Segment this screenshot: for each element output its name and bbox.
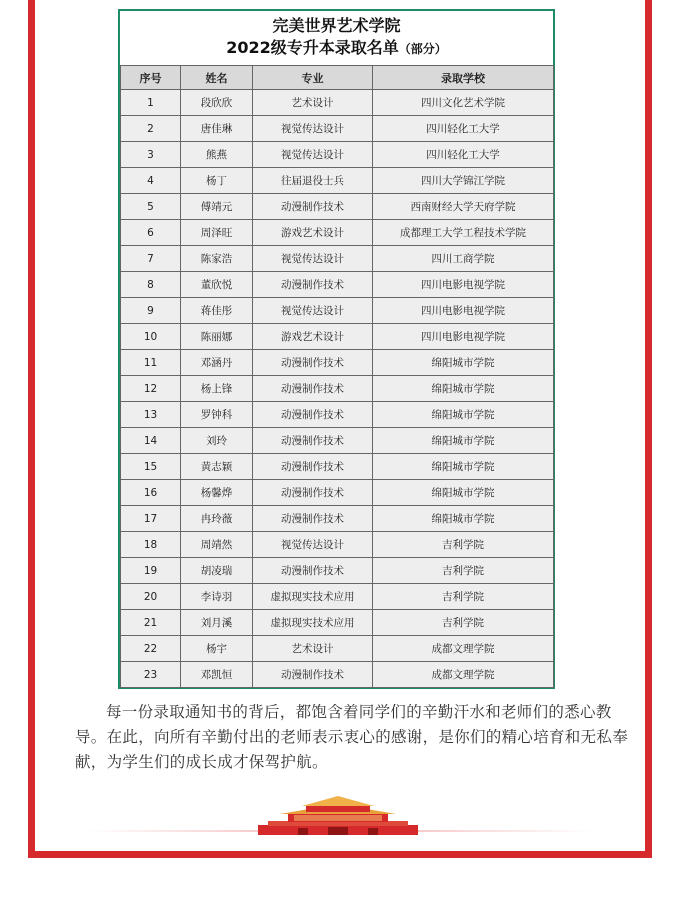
cell-school: 绵阳城市学院 [373,350,554,376]
cell-school: 绵阳城市学院 [373,506,554,532]
cell-school: 吉利学院 [373,584,554,610]
cell-name: 董欣悦 [181,272,253,298]
cell-major: 动漫制作技术 [253,454,373,480]
table-row [121,610,554,636]
table-row [121,506,554,532]
cell-index: 14 [121,428,181,454]
table-row [121,402,554,428]
table-row [121,298,554,324]
cell-index: 6 [121,220,181,246]
cell-school: 吉利学院 [373,532,554,558]
table-row [121,636,554,662]
cell-name: 陈丽娜 [181,324,253,350]
cell-index: 5 [121,194,181,220]
document-title-suffix: （部分） [398,42,447,56]
cell-name: 周泽旺 [181,220,253,246]
cell-index: 18 [121,532,181,558]
table-row [121,480,554,506]
cell-index: 3 [121,142,181,168]
cell-major: 艺术设计 [253,636,373,662]
cell-school: 绵阳城市学院 [373,376,554,402]
cell-school: 成都文理学院 [373,636,554,662]
column-header-school: 录取学校 [373,66,554,90]
cell-name: 冉玲薇 [181,506,253,532]
cell-school: 四川电影电视学院 [373,324,554,350]
cell-name: 邓凯恒 [181,662,253,688]
table-body [121,90,554,688]
cell-school: 成都文理学院 [373,662,554,688]
table-row [121,220,554,246]
cell-index: 11 [121,350,181,376]
cell-major: 动漫制作技术 [253,350,373,376]
cell-index: 16 [121,480,181,506]
admission-list-document [118,9,555,689]
cell-index: 10 [121,324,181,350]
cell-index: 23 [121,662,181,688]
cell-major: 动漫制作技术 [253,272,373,298]
cell-name: 周靖然 [181,532,253,558]
cell-name: 黄志颖 [181,454,253,480]
thanks-paragraph: 每一份录取通知书的背后，都饱含着同学们的辛勤汗水和老师们的悉心教导。在此，向所有辛勤付出的老师表示衷心的感谢，是你们的精心培育和无私奉献，为学生们的成长成才保驾护航。 [75,703,629,771]
cell-major: 动漫制作技术 [253,194,373,220]
table-row [121,584,554,610]
cell-school: 四川工商学院 [373,246,554,272]
cell-major: 游戏艺术设计 [253,220,373,246]
cell-name: 杨宇 [181,636,253,662]
table-header-row [121,66,554,90]
cell-index: 7 [121,246,181,272]
document-title-list [120,37,553,60]
cell-major: 往届退役士兵 [253,168,373,194]
cell-school: 四川大学锦江学院 [373,168,554,194]
cell-school: 绵阳城市学院 [373,480,554,506]
cell-major: 动漫制作技术 [253,428,373,454]
cell-index: 20 [121,584,181,610]
cell-school: 四川电影电视学院 [373,272,554,298]
cell-major: 视觉传达设计 [253,142,373,168]
table-row [121,350,554,376]
tiananmen-gate-icon [258,795,418,835]
cell-index: 9 [121,298,181,324]
cell-name: 杨馨烨 [181,480,253,506]
cell-major: 动漫制作技术 [253,480,373,506]
cell-major: 动漫制作技术 [253,558,373,584]
cell-major: 动漫制作技术 [253,662,373,688]
cell-name: 刘玲 [181,428,253,454]
table-row [121,532,554,558]
table-row [121,454,554,480]
cell-name: 罗钟科 [181,402,253,428]
cell-major: 动漫制作技术 [253,402,373,428]
cell-major: 虚拟现实技术应用 [253,584,373,610]
cell-name: 段欣欣 [181,90,253,116]
table-row [121,116,554,142]
cell-major: 游戏艺术设计 [253,324,373,350]
cell-name: 陈家浩 [181,246,253,272]
cell-school: 四川轻化工大学 [373,116,554,142]
document-title-block [120,11,553,65]
cell-major: 视觉传达设计 [253,532,373,558]
table-row [121,168,554,194]
table-row [121,558,554,584]
table-row [121,194,554,220]
cell-name: 李诗羽 [181,584,253,610]
admission-table [120,65,554,688]
cell-index: 15 [121,454,181,480]
cell-school: 西南财经大学天府学院 [373,194,554,220]
cell-school: 四川电影电视学院 [373,298,554,324]
cell-index: 2 [121,116,181,142]
document-title-school: 完美世界艺术学院 [272,16,401,35]
table-row [121,324,554,350]
table-row [121,428,554,454]
frame-bottom-border [28,851,652,858]
table-row [121,90,554,116]
cell-name: 刘月溪 [181,610,253,636]
cell-name: 邓涵丹 [181,350,253,376]
column-header-name: 姓名 [181,66,253,90]
cell-name: 唐佳琳 [181,116,253,142]
cell-school: 四川文化艺术学院 [373,90,554,116]
cell-name: 蒋佳彤 [181,298,253,324]
table-row [121,272,554,298]
cell-school: 绵阳城市学院 [373,454,554,480]
cell-major: 视觉传达设计 [253,116,373,142]
cell-index: 21 [121,610,181,636]
cell-school: 绵阳城市学院 [373,428,554,454]
table-row [121,246,554,272]
cell-index: 1 [121,90,181,116]
cell-index: 13 [121,402,181,428]
table-row [121,662,554,688]
cell-major: 动漫制作技术 [253,506,373,532]
table-row [121,376,554,402]
column-header-index: 序号 [121,66,181,90]
cell-school: 吉利学院 [373,610,554,636]
document-title-main: 2022级专升本录取名单 [226,38,399,57]
cell-major: 艺术设计 [253,90,373,116]
cell-index: 4 [121,168,181,194]
cell-index: 12 [121,376,181,402]
frame-right-border [645,0,652,858]
table-row [121,142,554,168]
cell-name: 杨上锋 [181,376,253,402]
cell-major: 动漫制作技术 [253,376,373,402]
cell-name: 胡凌瑞 [181,558,253,584]
frame-left-border [28,0,35,858]
cell-name: 杨丁 [181,168,253,194]
cell-school: 吉利学院 [373,558,554,584]
cell-major: 视觉传达设计 [253,298,373,324]
column-header-major: 专业 [253,66,373,90]
cell-school: 四川轻化工大学 [373,142,554,168]
cell-school: 成都理工大学工程技术学院 [373,220,554,246]
cell-major: 视觉传达设计 [253,246,373,272]
cell-name: 熊燕 [181,142,253,168]
cell-school: 绵阳城市学院 [373,402,554,428]
cell-index: 22 [121,636,181,662]
cell-major: 虚拟现实技术应用 [253,610,373,636]
cell-index: 19 [121,558,181,584]
cell-index: 17 [121,506,181,532]
cell-index: 8 [121,272,181,298]
cell-name: 傅靖元 [181,194,253,220]
